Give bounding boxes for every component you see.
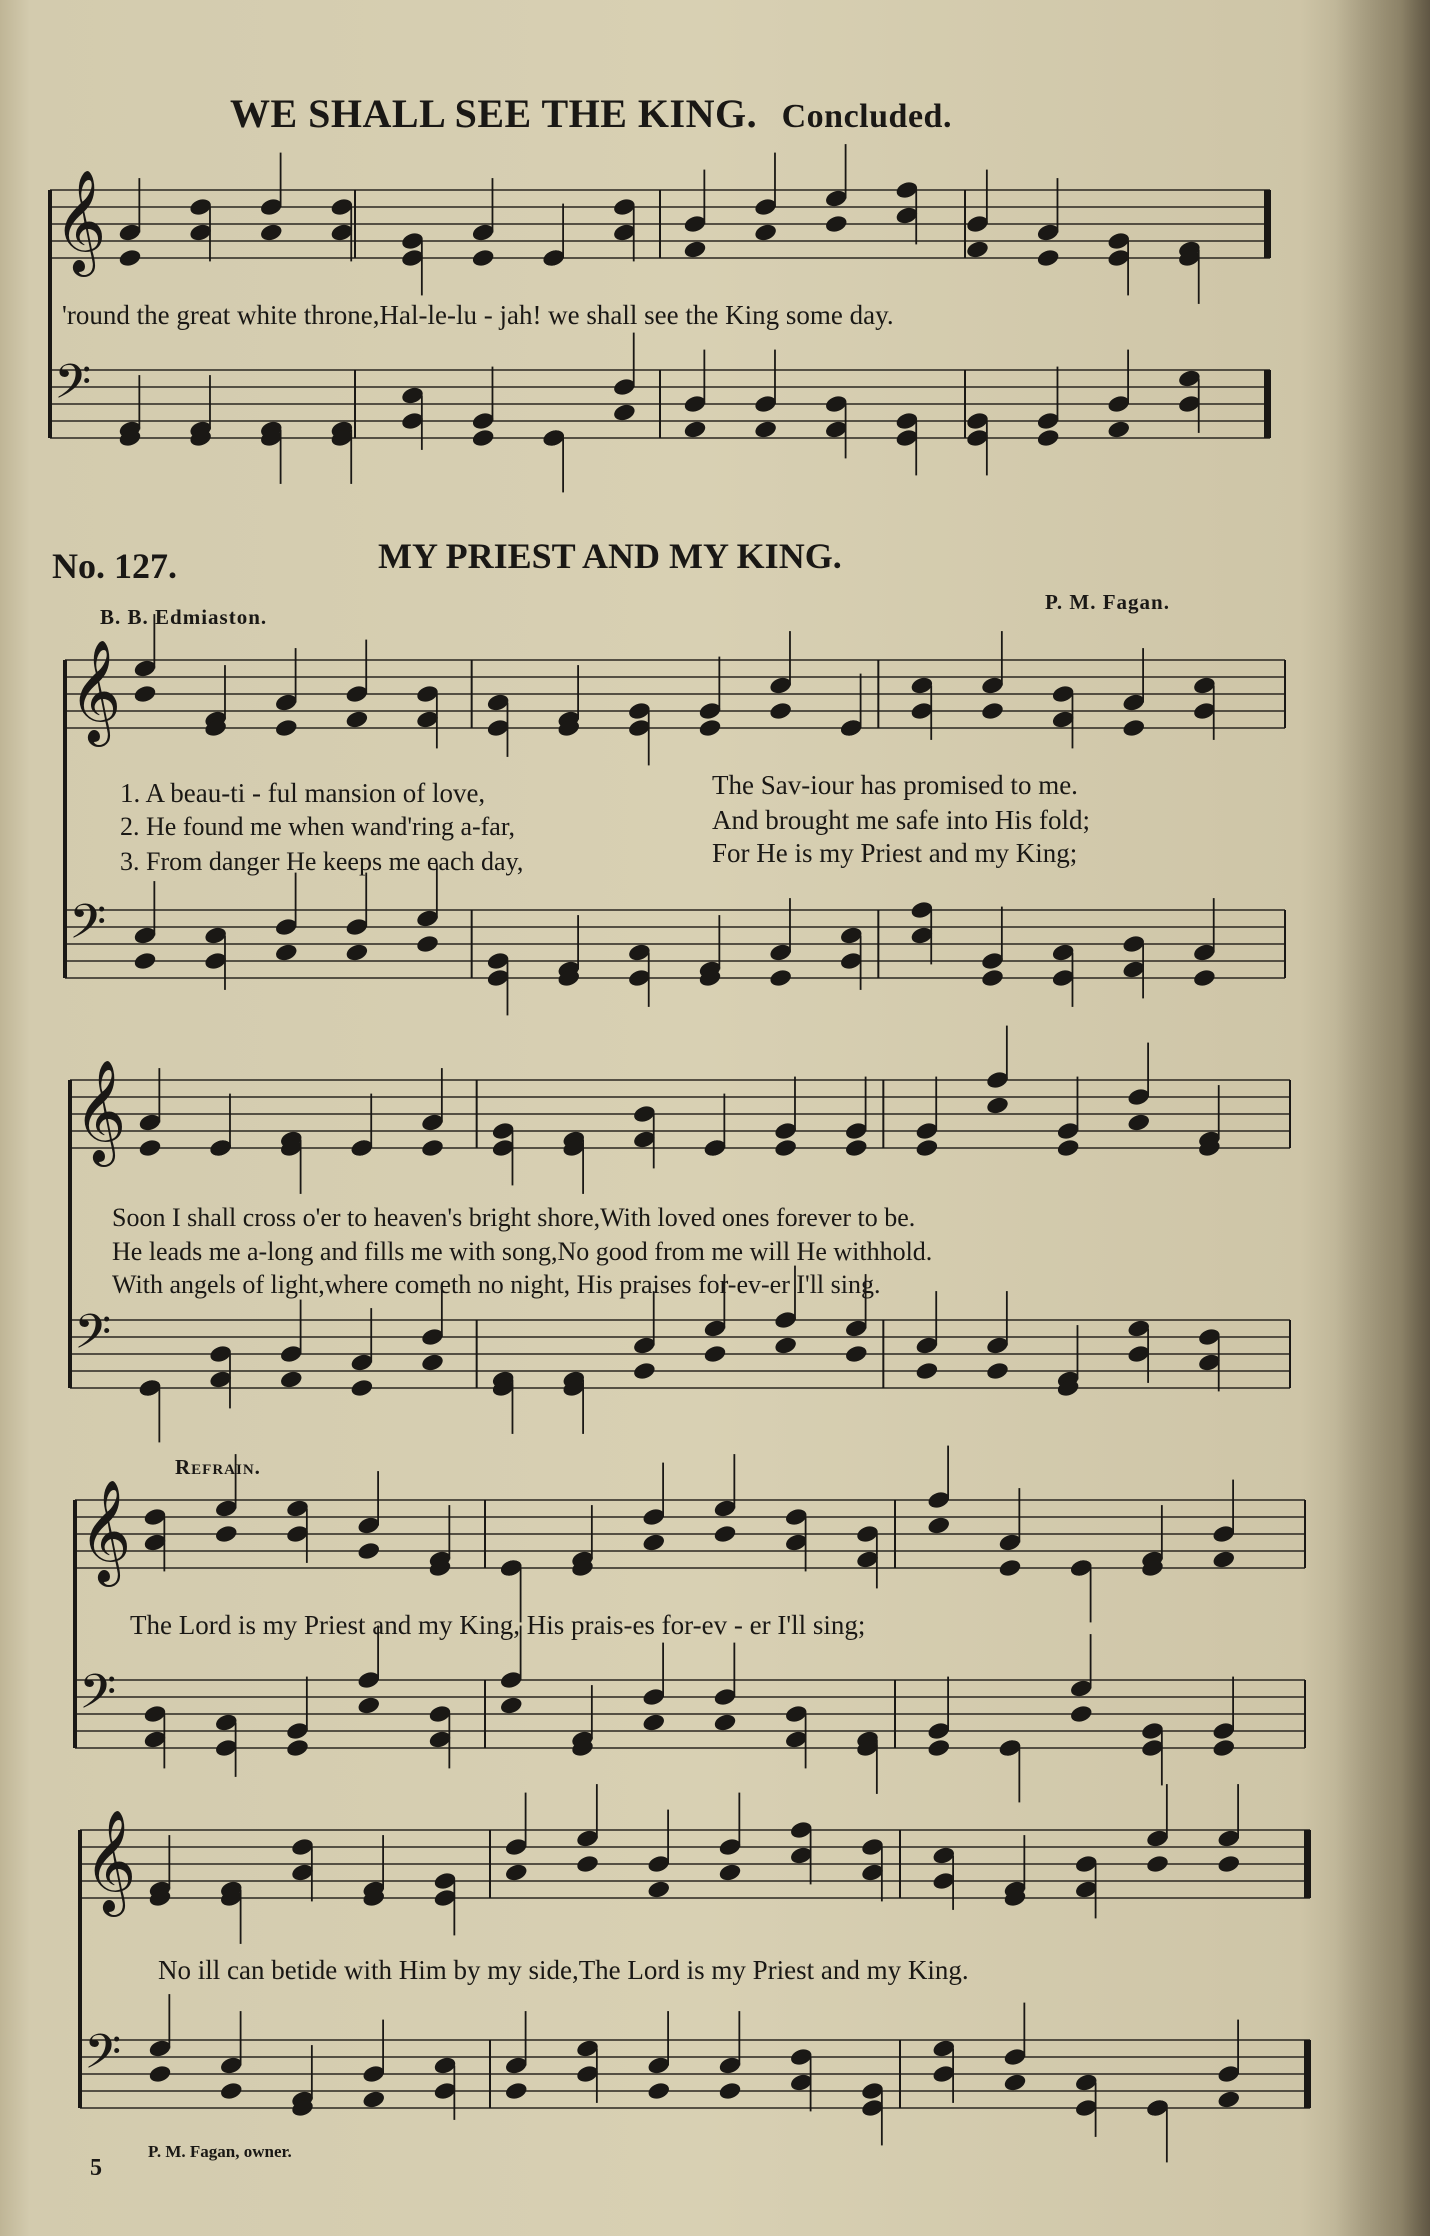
note-head — [350, 1378, 375, 1399]
verse-3-part-2: With angels of light,where cometh no night, His praises for-ev-er I'll sing. — [112, 1270, 881, 1299]
note-head — [1003, 2072, 1028, 2093]
note-head — [753, 419, 778, 440]
note-head — [753, 222, 778, 243]
note-head — [773, 1335, 798, 1356]
note-head — [1145, 1854, 1170, 1875]
bass-clef-icon: 𝄢 — [74, 1303, 112, 1372]
verse-1-part-2: Soon I shall cross o'er to heaven's bright shore,With loved ones forever to be. — [112, 1203, 916, 1232]
note-head — [1216, 1854, 1241, 1875]
refrain-label: Refrain. — [175, 1455, 261, 1479]
note-head — [1106, 419, 1131, 440]
note-head — [274, 718, 299, 739]
note-head — [499, 1695, 524, 1716]
note-head — [980, 968, 1005, 989]
note-head — [683, 419, 708, 440]
note-head — [998, 1558, 1023, 1579]
note-head — [768, 701, 793, 722]
note-head — [1192, 968, 1217, 989]
treble-clef-icon: 𝄞 — [84, 1809, 137, 1913]
book-spine-shadow — [1335, 0, 1430, 2236]
note-head — [118, 248, 143, 269]
final-bar-line — [1304, 1830, 1311, 1898]
treble-clef-icon: 𝄞 — [69, 639, 122, 743]
note-head — [718, 1862, 743, 1883]
note-head — [504, 2081, 529, 2102]
note-head — [1126, 1112, 1151, 1133]
note-head — [1056, 1138, 1081, 1159]
note-head — [285, 1738, 310, 1759]
verse-2-part-2: He leads me a-long and fills me with song,No good from me will He withhold. — [112, 1237, 933, 1266]
note-head — [345, 942, 370, 963]
note-head — [915, 1138, 940, 1159]
note-head — [698, 718, 723, 739]
treble-clef-icon: 𝄞 — [79, 1479, 132, 1583]
verse-3-part-1b: For He is my Priest and my King; — [712, 838, 1078, 868]
note-head — [138, 1138, 163, 1159]
note-head — [504, 1862, 529, 1883]
note-head — [214, 1524, 239, 1545]
bass-clef-icon: 𝄢 — [84, 2023, 122, 2092]
note-head — [356, 1695, 381, 1716]
composer-credit: P. M. Fagan. — [1045, 590, 1170, 614]
lyricist-credit: B. B. Edmiaston. — [100, 605, 268, 629]
note-head — [824, 214, 849, 235]
verse-2-part-1a: 2. He found me when wand'ring a-far, — [120, 812, 515, 841]
owner-credit: P. M. Fagan, owner. — [148, 2142, 292, 2161]
note-head — [1036, 428, 1061, 449]
note-head — [718, 2081, 743, 2102]
note-head — [683, 239, 708, 260]
page-number: 5 — [90, 2155, 102, 2181]
note-head — [641, 1712, 666, 1733]
verse-2-part-1b: And brought me safe into His fold; — [712, 805, 1090, 835]
note-head — [985, 1095, 1010, 1116]
hymn-title: MY PRIEST AND MY KING. — [378, 536, 842, 576]
song-title: WE SHALL SEE THE KING. — [230, 91, 758, 136]
note-head — [148, 2064, 173, 2085]
note-head — [415, 934, 440, 955]
final-bar-line — [1304, 2040, 1311, 2108]
note-head — [844, 1344, 869, 1365]
concluded-label: Concluded. — [781, 98, 952, 135]
final-bar-line — [1264, 190, 1271, 258]
note-head — [274, 942, 299, 963]
note-head — [279, 1369, 304, 1390]
note-head — [612, 402, 637, 423]
verse-3-part-1a: 3. From danger He keeps me each day, — [120, 847, 524, 876]
note-head — [844, 1138, 869, 1159]
note-head — [773, 1138, 798, 1159]
note-head — [1211, 1549, 1236, 1570]
note-head — [219, 2081, 244, 2102]
note-head — [641, 1532, 666, 1553]
note-head — [965, 239, 990, 260]
note-head — [1069, 1704, 1094, 1725]
note-head — [713, 1524, 738, 1545]
note-head — [345, 709, 370, 730]
verse-1-part-1a: 1. A beau-ti - ful mansion of love, — [120, 778, 486, 808]
note-head — [133, 684, 158, 705]
note-head — [420, 1352, 445, 1373]
note-head — [926, 1738, 951, 1759]
note-head — [361, 2089, 386, 2110]
note-head — [926, 1515, 951, 1536]
bass-clef-icon: 𝄢 — [69, 893, 107, 962]
note-head — [575, 1854, 600, 1875]
note-head — [1216, 2089, 1241, 2110]
bass-clef-icon: 𝄢 — [79, 1663, 117, 1732]
note-head — [768, 968, 793, 989]
final-bar-line — [1264, 370, 1271, 438]
lyric-line-section1: 'round the great white throne,Hal-le-lu - jah! we shall see the King some day. — [62, 300, 894, 330]
treble-clef-icon: 𝄞 — [54, 169, 107, 273]
note-head — [1121, 718, 1146, 739]
note-head — [632, 1361, 657, 1382]
note-head — [471, 428, 496, 449]
note-head — [1211, 1738, 1236, 1759]
note-head — [980, 701, 1005, 722]
note-head — [713, 1712, 738, 1733]
refrain-line-1: The Lord is my Priest and my King, His prais-es for-ev - er I'll sing; — [130, 1610, 866, 1640]
note-head — [471, 248, 496, 269]
note-head — [259, 222, 284, 243]
hymn-number: No. 127. — [52, 546, 177, 586]
verse-1-part-1b: The Sav-iour has promised to me. — [712, 770, 1078, 800]
note-head — [985, 1361, 1010, 1382]
note-head — [1036, 248, 1061, 269]
note-head — [356, 1541, 381, 1562]
refrain-line-2: No ill can betide with Him by my side,The Lord is my Priest and my King. — [158, 1955, 969, 1985]
note-head — [703, 1344, 728, 1365]
song-title-continued — [230, 90, 952, 137]
bass-clef-icon: 𝄢 — [54, 353, 92, 422]
note-head — [646, 2081, 671, 2102]
note-head — [133, 951, 158, 972]
note-head — [915, 1361, 940, 1382]
treble-clef-icon: 𝄞 — [74, 1059, 127, 1163]
note-head — [646, 1879, 671, 1900]
note-head — [420, 1138, 445, 1159]
